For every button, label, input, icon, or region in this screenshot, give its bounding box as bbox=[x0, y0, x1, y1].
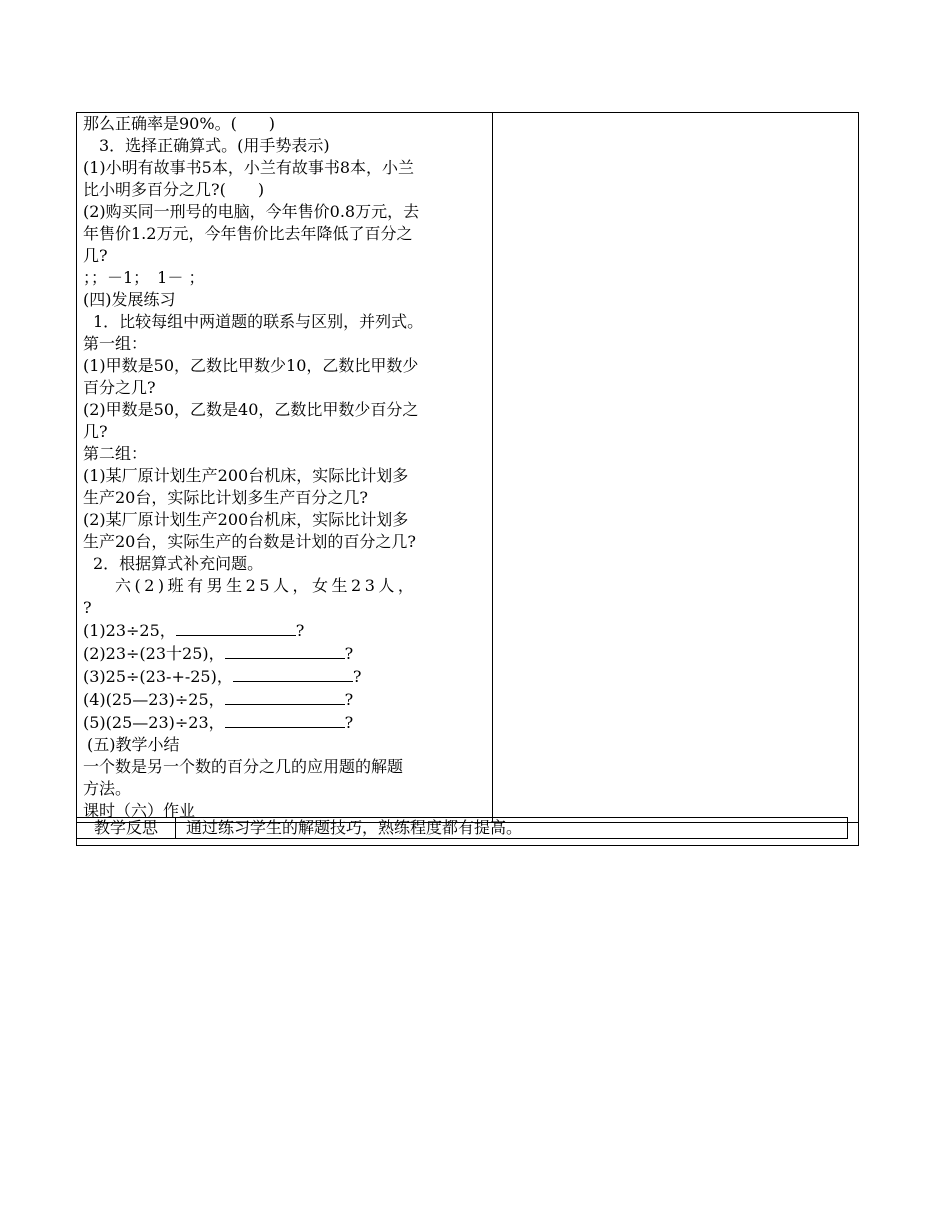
question-mark: ? bbox=[344, 690, 354, 709]
fill-in-question bbox=[83, 688, 488, 711]
question-text: (2)23÷(23十25)， bbox=[83, 644, 225, 663]
fill-in-question bbox=[83, 619, 488, 642]
text-line: 六(2)班有男生25人，女生23人， bbox=[115, 576, 418, 595]
text-line: (2)某厂原计划生产200台机床，实际比计划多 bbox=[83, 510, 409, 529]
reflection-table bbox=[76, 817, 848, 839]
fill-in-question bbox=[83, 642, 488, 665]
text-line: ? bbox=[83, 598, 92, 617]
reflection-row bbox=[77, 818, 848, 839]
fill-in-question bbox=[83, 665, 488, 688]
fill-in-question bbox=[83, 711, 488, 734]
answer-blank bbox=[233, 665, 353, 682]
text-line: 生产20台，实际比计划多生产百分之几? bbox=[83, 488, 368, 507]
answer-blank bbox=[225, 688, 345, 705]
text-line: 2．根据算式补充问题。 bbox=[93, 554, 264, 573]
text-line: (2)甲数是50，乙数是40，乙数比甲数少百分之 bbox=[83, 400, 419, 419]
text-line: 那么正确率是90%。( ) bbox=[83, 114, 276, 133]
reflection-text: 通过练习学生的解题技巧，熟练程度都有提高。 bbox=[176, 818, 848, 839]
notes-cell bbox=[493, 113, 859, 823]
text-line: 第一组： bbox=[83, 334, 148, 353]
text-line: 比小明多百分之几?( ) bbox=[83, 180, 265, 199]
section-heading: (四)发展练习 bbox=[83, 290, 176, 309]
text-line: 1．比较每组中两道题的联系与区别，并列式。 bbox=[93, 312, 424, 331]
reflection-label: 教学反思 bbox=[77, 818, 176, 839]
text-line: 方法。 bbox=[83, 779, 132, 798]
question-text: (1)23÷25， bbox=[83, 621, 176, 640]
text-line: (1)某厂原计划生产200台机床，实际比计划多 bbox=[83, 466, 409, 485]
lesson-content-cell bbox=[77, 113, 493, 823]
question-mark: ? bbox=[344, 644, 354, 663]
question-mark: ? bbox=[352, 667, 362, 686]
text-line: 生产20台，实际生产的台数是计划的百分之几? bbox=[83, 532, 416, 551]
text-line: 第二组： bbox=[83, 444, 148, 463]
text-line: 3．选择正确算式。(用手势表示) bbox=[99, 136, 330, 155]
question-text: (5)(25—23)÷23， bbox=[83, 713, 225, 732]
text-line: 年售价1.2万元，今年售价比去年降低了百分之 bbox=[83, 224, 413, 243]
answer-blank bbox=[225, 711, 345, 728]
content-row bbox=[77, 113, 859, 823]
question-mark: ? bbox=[344, 713, 354, 732]
question-mark: ? bbox=[295, 621, 305, 640]
lesson-plan-table bbox=[76, 112, 859, 846]
text-line: 课时（六）作业 bbox=[83, 801, 196, 820]
section-heading: (五)教学小结 bbox=[87, 735, 180, 754]
text-line: 几? bbox=[83, 246, 108, 265]
text-line: 一个数是另一个数的百分之几的应用题的解题 bbox=[83, 757, 404, 776]
answer-blank bbox=[225, 642, 345, 659]
text-line: ；；－1； 1－ ； bbox=[83, 268, 205, 287]
question-text: (4)(25—23)÷25， bbox=[83, 690, 225, 709]
text-line: (1)甲数是50，乙数比甲数少10，乙数比甲数少 bbox=[83, 356, 419, 375]
text-line: 百分之几? bbox=[83, 378, 156, 397]
question-text: (3)25÷(23-+-25)， bbox=[83, 667, 233, 686]
text-line: (2)购买同一刑号的电脑，今年售价0.8万元，去 bbox=[83, 202, 420, 221]
text-line: 几? bbox=[83, 422, 108, 441]
text-line: (1)小明有故事书5本，小兰有故事书8本，小兰 bbox=[83, 158, 415, 177]
answer-blank bbox=[176, 619, 296, 636]
